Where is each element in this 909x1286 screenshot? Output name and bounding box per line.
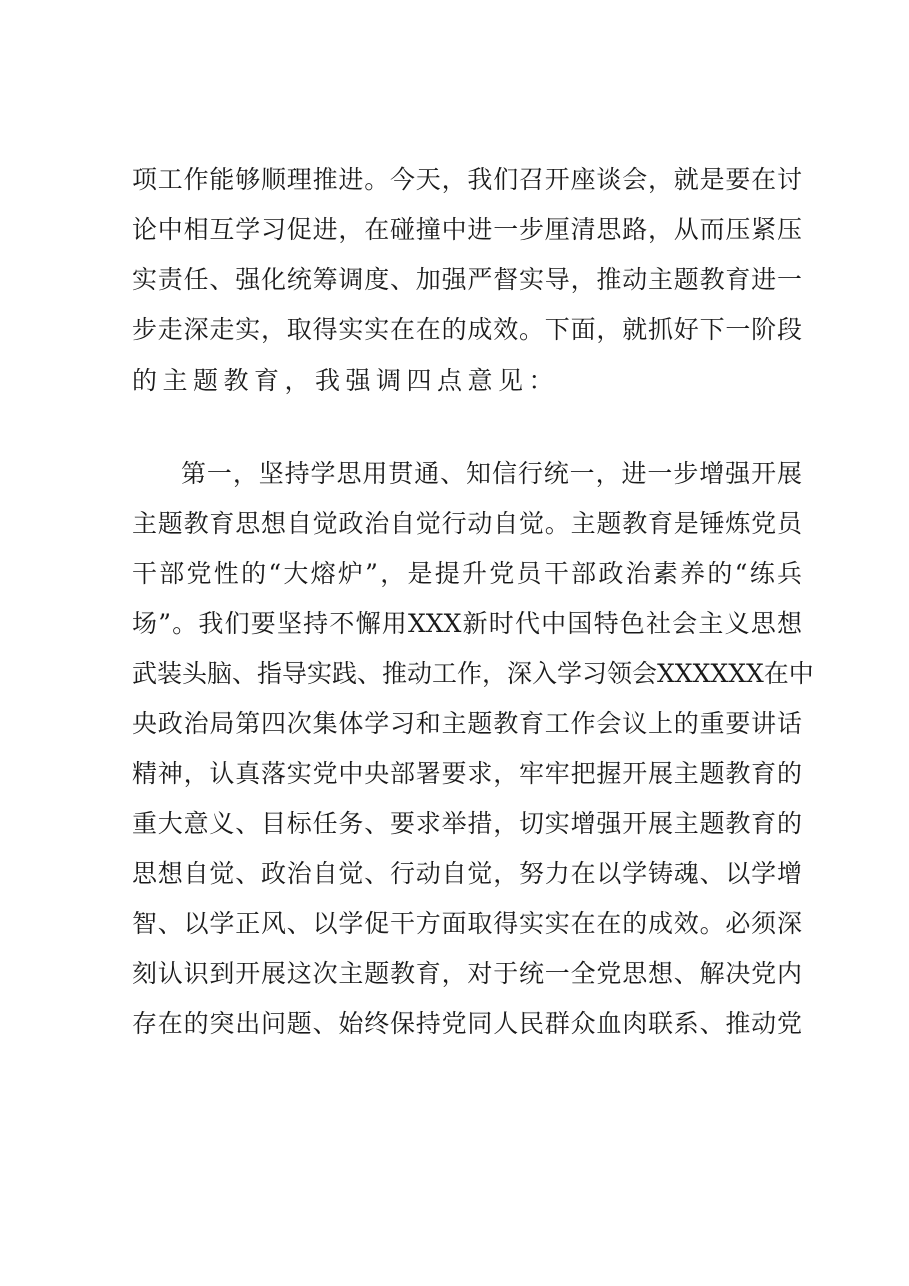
text-line-9: 场”。我们要坚持不懈用XXX新时代中国特色社会主义思想 [132, 609, 802, 638]
text-line-4: 步走深走实，取得实实在在的成效。下面，就抓好下一阶段 [132, 315, 802, 344]
text-line-17: 存在的突出问题、始终保持党同人民群众血肉联系、推动党 [132, 1009, 802, 1038]
text-line-1: 项工作能够顺理推进。今天，我们召开座谈会，就是要在讨 [132, 165, 802, 194]
text-line-10: 武装头脑、指导实践、推动工作，深入学习领会XXXXXX在中 [132, 659, 814, 688]
text-line-11: 央政治局第四次集体学习和主题教育工作会议上的重要讲话 [132, 709, 802, 738]
text-line-5: 的主题教育，我强调四点意见： [132, 366, 560, 395]
text-line-13: 重大意义、目标任务、要求举措，切实增强开展主题教育的 [132, 809, 802, 838]
text-line-14: 思想自觉、政治自觉、行动自觉，努力在以学铸魂、以学增 [132, 859, 802, 888]
text-line-7: 主题教育思想自觉政治自觉行动自觉。主题教育是锤炼党员 [132, 509, 802, 538]
text-line-2: 论中相互学习促进，在碰撞中进一步厘清思路，从而压紧压 [132, 215, 802, 244]
text-line-3: 实责任、强化统筹调度、加强严督实导，推动主题教育进一 [132, 265, 802, 294]
text-line-16: 刻认识到开展这次主题教育，对于统一全党思想、解决党内 [132, 959, 802, 988]
text-line-8: 干部党性的“大熔炉”，是提升党员干部政治素养的“练兵 [132, 559, 802, 588]
text-line-15: 智、以学正风、以学促干方面取得实实在在的成效。必须深 [132, 909, 802, 938]
text-line-12: 精神，认真落实党中央部署要求，牢牢把握开展主题教育的 [132, 759, 802, 788]
paragraph-2-first-line: 第一，坚持学思用贯通、知信行统一，进一步增强开展 [181, 459, 802, 488]
